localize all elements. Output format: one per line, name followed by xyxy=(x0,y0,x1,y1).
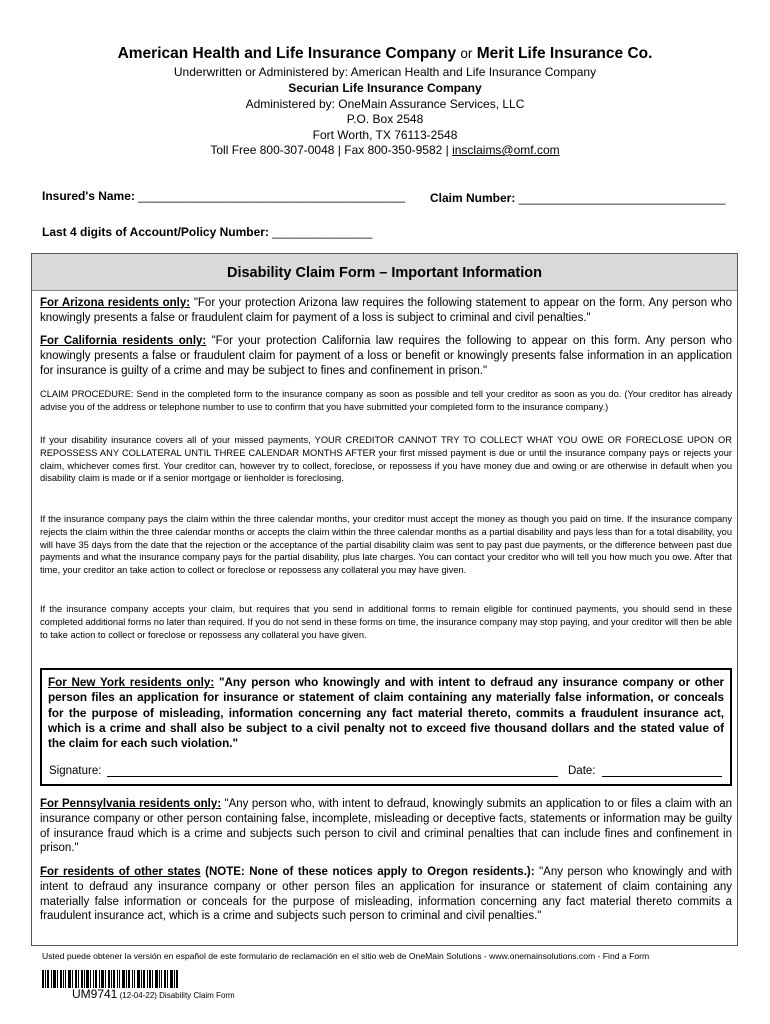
pennsylvania-notice xyxy=(40,797,732,856)
new-york-notice xyxy=(48,675,724,751)
pennsylvania-label: For Pennsylvania residents only: xyxy=(40,798,222,810)
oregon-note: (NOTE: None of these notices apply to Oregon residents.): xyxy=(200,866,535,878)
additional-forms-notice: If the insurance company accepts your claim, but requires that you send in additional forms to remain eligible for continued payments, you should send in these completed additional forms no later than required. If you do not send in these forms on time, the insurance company may stop paying, and your creditor will then be able to take action to collect or foreclose or repossess any collateral you have given. xyxy=(40,604,732,640)
form-title: Disability Claim Form – Important Information xyxy=(32,254,737,291)
other-states-notice xyxy=(40,865,732,924)
securian-line: Securian Life Insurance Company xyxy=(288,81,482,95)
claim-number-label: Claim Number: xyxy=(430,191,516,205)
city-line: Fort Worth, TX 76113-2548 xyxy=(312,128,458,142)
insured-name-field[interactable] xyxy=(42,189,405,203)
account-number-label: Last 4 digits of Account/Policy Number: xyxy=(42,225,269,239)
new-york-label: For New York residents only: xyxy=(48,676,215,689)
pays-claim-notice: If the insurance company pays the claim within the three calendar months, your creditor must accept the money as though you paid on time. If the insurance company rejects the claim within the three calendar months or accepts the claim within the three calendar months as a partial disability and pays less than for a total disability, you will have 35 days from the date that the rejection or the acceptance of the partial disability claim was sent to pay past due payments, or the difference between past due payments and what the insurance company pays for the partial disability, plus late charges. You can contact your creditor who will tell you how much you owe. After that time, your creditor an take action to collect or foreclose or repossess any collateral you may have given. xyxy=(40,514,732,576)
claim-number-field[interactable] xyxy=(430,191,726,205)
date-label: Date: xyxy=(568,765,596,777)
underwritten-line: Underwritten or Administered by: American Health and Life Insurance Company xyxy=(173,65,597,79)
form-number: UM9741 xyxy=(72,987,118,1001)
company-a: American Health and Life Insurance Company xyxy=(117,45,457,62)
date-line[interactable] xyxy=(602,776,722,777)
signature-label: Signature: xyxy=(49,765,102,777)
or-word: or xyxy=(460,46,473,61)
company-title xyxy=(0,45,770,63)
barcode xyxy=(42,970,178,988)
form-code xyxy=(72,987,235,1001)
california-label: For California residents only: xyxy=(40,335,207,347)
account-number-blank[interactable]: _______________ xyxy=(272,225,373,239)
other-states-label: For residents of other states xyxy=(40,866,201,878)
insured-name-blank[interactable]: ________________________________________ xyxy=(138,189,406,203)
contact-line xyxy=(0,143,770,159)
insured-name-label: Insured's Name: xyxy=(42,189,135,203)
email-link[interactable]: insclaims@omf.com xyxy=(452,143,560,157)
arizona-label: For Arizona residents only: xyxy=(40,297,191,309)
pobox-line: P.O. Box 2548 xyxy=(346,112,424,126)
administered-line: Administered by: OneMain Assurance Services, LLC xyxy=(245,97,525,111)
signature-line[interactable] xyxy=(107,776,558,777)
spanish-version-note: Usted puede obtener la versión en español de este formulario de reclamación en el sitio web de OneMain Solutions - www.onemainsolutions.com - Find a Form xyxy=(42,951,650,961)
account-number-field[interactable] xyxy=(42,225,372,239)
california-text: "For your protection California law requires the following to appear on this form. Any person who knowingly presents a false or fraudulent claim for payment of a loss or benefit or knowingly presents false information in an application for insurance is guilty of a crime and may be subject to fines and confinement in prison." xyxy=(40,335,732,377)
other-states-text: "Any person who knowingly and with intent to defraud any insurance company or other person files an application for insurance or statement of claim containing any materially false information or conceals for the purpose of misleading, information concerning any fact material thereto commits a fraudulent insurance act, which is a crime and subjects such person to criminal and civil penalties." xyxy=(40,866,732,923)
claim-procedure: CLAIM PROCEDURE: Send in the completed form to the insurance company as soon as possible and tell your creditor as soon as you do. (Your creditor has already advise you of the address or telephone number to use to confirm that you have submitted your completed form to the insurance company.) xyxy=(40,389,732,412)
arizona-notice xyxy=(40,296,732,326)
company-b: Merit Life Insurance Co. xyxy=(476,45,653,62)
form-description: (12-04-22) Disability Claim Form xyxy=(117,991,235,1000)
arizona-text: "For your protection Arizona law requires the following statement to appear on the form. Any person who knowingly presents a false or fraudulent claim for payment of a loss is subject to criminal and civil penalties." xyxy=(40,297,732,324)
contact-numbers: Toll Free 800-307-0048 | Fax 800-350-9582 | xyxy=(210,143,453,157)
california-notice xyxy=(40,334,732,378)
missed-payments-notice: If your disability insurance covers all of your missed payments, YOUR CREDITOR CANNOT TRY TO COLLECT WHAT YOU OWE OR FORECLOSE UPON OR REPOSSESS ANY COLLATERAL UNTIL THREE CALENDAR MONTHS AFTER your first missed payment is due or until the insurance company pays or rejects your claim, whichever comes first. Your creditor can, however try to collect, foreclose, or repossess if you have money due and owing or are otherwise in default when you disability claim is made or if a senior mortgage or lienholder is foreclosing. xyxy=(40,435,732,484)
pennsylvania-text: "Any person who, with intent to defraud, knowingly submits an application to or files a claim with an insurance company or other person containing false, incomplete, misleading or deceptive facts, statements or information may be guilty of insurance fraud which is a crime and subjects such person to civil and criminal penalties that can include fines and confinement in prison." xyxy=(40,798,732,855)
claim-number-blank[interactable]: _______________________________ xyxy=(518,191,726,205)
new-york-text: "Any person who knowingly and with intent to defraud any insurance company or other person files an application for insurance or statement of claim containing any materially false information, or conceals for the purpose of misleading, information concerning any fact material thereto, commits a fraudulent insurance act, which is a crime and shall also be subject to a civil penalty not to exceed five thousand dollars and the stated value of the claim for each such violation." xyxy=(48,676,724,751)
